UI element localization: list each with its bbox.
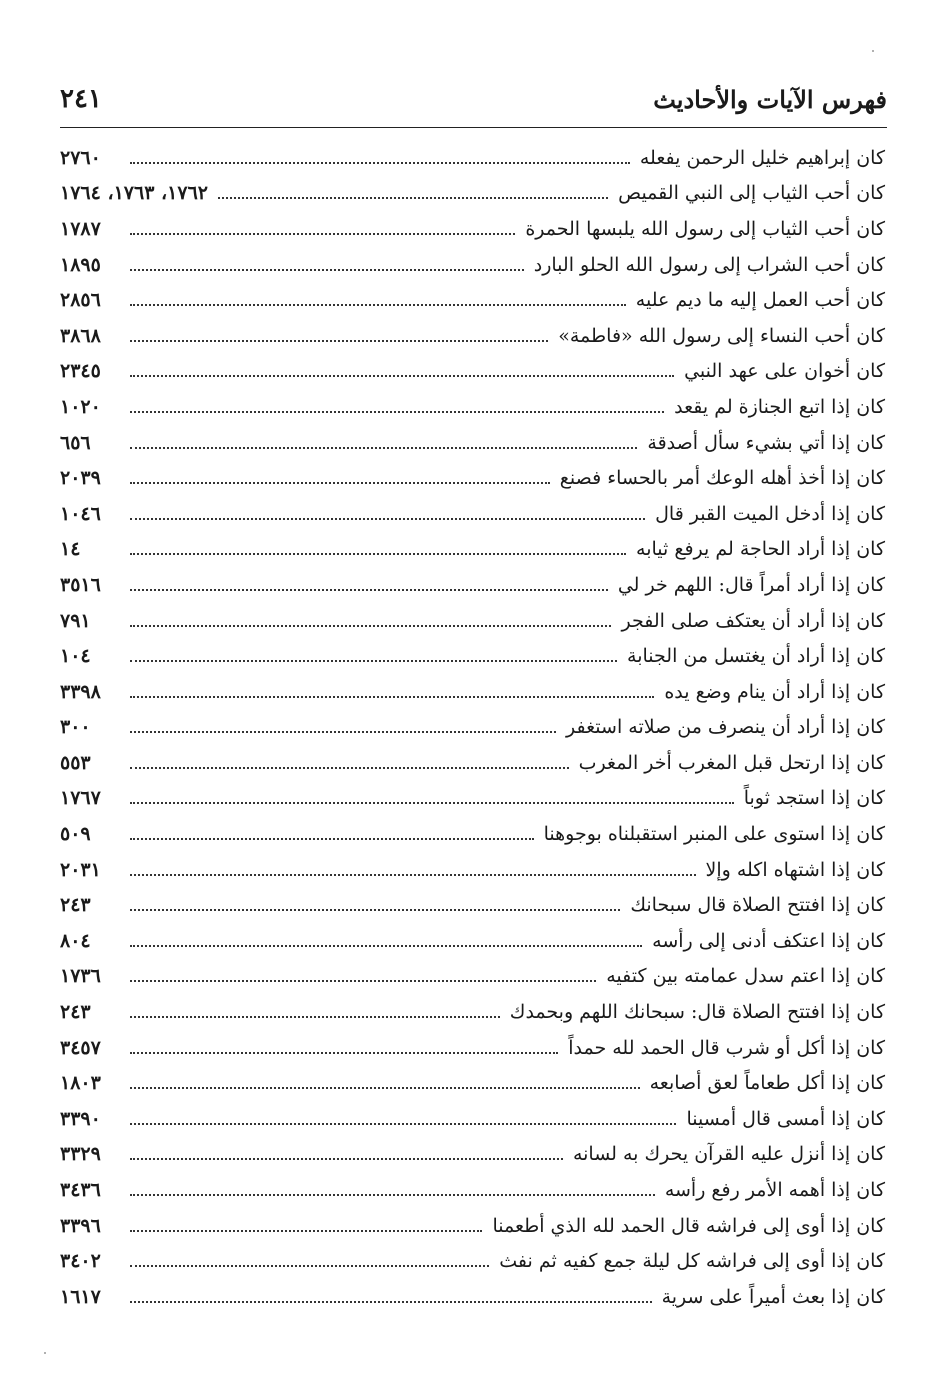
- entry-text: كان أحب العمل إليه ما ديم عليه: [635, 289, 885, 312]
- index-entry: [60, 354, 885, 390]
- entry-text: كان إذا أراد أن ينام وضع يده: [664, 680, 885, 703]
- entry-reference-number: ٢٧٦٠: [60, 146, 101, 169]
- entry-text: كان أحب الثياب إلى النبي القميص: [618, 182, 885, 205]
- entry-reference-number: ١٧٨٧: [60, 217, 101, 240]
- dot-leader: [130, 945, 642, 947]
- dot-leader: [130, 909, 620, 911]
- entry-text: كان إذا أهمه الأمر رفع رأسه: [664, 1179, 885, 1202]
- index-entry: [60, 389, 885, 425]
- index-entry: [60, 994, 885, 1030]
- entry-reference-number: ٣٣٩٨: [60, 680, 101, 703]
- index-entry: [60, 638, 885, 674]
- entry-reference-number: ٢٠٣٩: [60, 467, 101, 490]
- paper-speck: [872, 50, 874, 52]
- index-entry: [60, 247, 885, 283]
- entry-text: كان إذا أراد أن يغتسل من الجنابة: [627, 645, 885, 668]
- entry-reference-number: ١٧٣٦: [60, 965, 101, 988]
- index-entry: [60, 852, 885, 888]
- dot-leader: [130, 1158, 563, 1160]
- dot-leader: [130, 589, 608, 591]
- index-entry: [60, 816, 885, 852]
- entry-text: كان أحب النساء إلى رسول الله «فاطمة»: [558, 324, 885, 347]
- entry-reference-number: ١٠٢٠: [60, 395, 101, 418]
- page-title: فهرس الآيات والأحاديث: [653, 84, 887, 114]
- entry-text: كان إذا أكل طعاماً لعق أصابعه: [649, 1072, 885, 1095]
- index-entry: [60, 1137, 885, 1173]
- dot-leader: [130, 518, 645, 520]
- dot-leader: [130, 340, 548, 342]
- entry-text: كان إذا أنزل عليه القرآن يحرك به لسانه: [572, 1143, 885, 1166]
- paper-speck: [44, 1352, 46, 1354]
- index-entry: [60, 176, 885, 212]
- dot-leader: [130, 1301, 652, 1303]
- dot-leader: [130, 269, 524, 271]
- entry-text: كان إذا أتي بشيء سأل أصدقة: [647, 431, 885, 454]
- entry-reference-number: ٢٤٣: [60, 1001, 91, 1024]
- entry-text: كان أخوان على عهد النبي: [684, 360, 885, 383]
- entry-reference-number: ٢٨٥٦: [60, 289, 101, 312]
- entry-reference-number: ٣٣٩٠: [60, 1107, 101, 1130]
- dot-leader: [130, 375, 674, 377]
- entry-text: كان إذا أراد أن يعتكف صلى الفجر: [621, 609, 885, 632]
- dot-leader: [218, 197, 608, 199]
- dot-leader: [130, 1016, 500, 1018]
- entry-reference-number: ٣٤٣٦: [60, 1179, 101, 1202]
- entry-reference-number: ٨٠٤: [60, 929, 91, 952]
- dot-leader: [130, 162, 630, 164]
- dot-leader: [130, 1194, 655, 1196]
- dot-leader: [130, 696, 654, 698]
- entry-text: كان إذا افتتح الصلاة قال: سبحانك اللهم وبحمدك: [509, 1001, 885, 1024]
- entry-text: كان إذا افتتح الصلاة قال سبحانك: [630, 894, 885, 917]
- entry-reference-number: ١٨٩٥: [60, 253, 101, 276]
- entry-text: كان إذا أمسى قال أمسينا: [686, 1107, 885, 1130]
- entry-reference-number: ٣٣٩٦: [60, 1214, 101, 1237]
- index-entry: [60, 532, 885, 568]
- dot-leader: [130, 1265, 489, 1267]
- dot-leader: [130, 447, 637, 449]
- dot-leader: [130, 304, 626, 306]
- index-entry: [60, 710, 885, 746]
- entry-text: كان إذا اعتم سدل عمامته بين كتفيه: [606, 965, 885, 988]
- header-divider: [60, 127, 887, 128]
- entry-text: كان إذا أدخل الميت القبر قال: [655, 502, 885, 525]
- entry-text: كان إذا أراد أن ينصرف من صلاته استغفر: [566, 716, 885, 739]
- index-entry: [60, 282, 885, 318]
- index-entry: [60, 923, 885, 959]
- entry-text: كان إذا اعتكف أدنى إلى رأسه: [652, 929, 885, 952]
- entry-reference-number: ١٧٦٧: [60, 787, 101, 810]
- entry-reference-number: ٥٥٣: [60, 751, 91, 774]
- index-entry: [60, 1065, 885, 1101]
- dot-leader: [130, 553, 626, 555]
- dot-leader: [130, 767, 569, 769]
- index-entry: [60, 1243, 885, 1279]
- index-entry: [60, 1101, 885, 1137]
- index-entry: [60, 211, 885, 247]
- entry-reference-number: ١٠٤٦: [60, 502, 101, 525]
- entry-reference-number: ٣٠٠: [60, 716, 91, 739]
- entry-text: كان إذا أوى إلى فراشه كل ليلة جمع كفيه ثم نفث: [499, 1250, 885, 1273]
- entry-reference-number: ١٦١٧: [60, 1285, 101, 1308]
- entry-reference-number: ١٧٦٢، ١٧٦٣، ١٧٦٤: [60, 182, 208, 205]
- dot-leader: [130, 1123, 676, 1125]
- index-entry: [60, 425, 885, 461]
- dot-leader: [130, 838, 534, 840]
- entry-text: كان أحب الشراب إلى رسول الله الحلو البارد: [533, 253, 885, 276]
- entry-text: كان إذا أراد الحاجة لم يرفع ثيابه: [636, 538, 885, 561]
- entry-reference-number: ٢٣٤٥: [60, 360, 101, 383]
- dot-leader: [130, 874, 696, 876]
- entry-reference-number: ٧٩١: [60, 609, 91, 632]
- index-entry: [60, 1030, 885, 1066]
- entry-text: كان إذا أكل أو شرب قال الحمد لله حمداً: [568, 1036, 885, 1059]
- entry-reference-number: ٢٤٣: [60, 894, 91, 917]
- entry-text: كان إذا أخذ أهله الوعك أمر بالحساء فصنع: [559, 467, 885, 490]
- index-entry: [60, 959, 885, 995]
- entry-text: كان إذا أراد أمراً قال: اللهم خر لي: [617, 573, 885, 596]
- index-entry: [60, 318, 885, 354]
- entry-text: كان إبراهيم خليل الرحمن يفعله: [639, 146, 885, 169]
- entry-reference-number: ٣٨٦٨: [60, 324, 101, 347]
- dot-leader: [130, 660, 617, 662]
- entry-text: كان إذا بعث أميراً على سرية: [661, 1285, 885, 1308]
- entry-reference-number: ١٤: [60, 538, 81, 561]
- index-entry: [60, 674, 885, 710]
- page-header: [60, 74, 887, 124]
- entry-reference-number: ١٠٤: [60, 645, 91, 668]
- entry-text: كان أحب الثياب إلى رسول الله يلبسها الحمرة: [525, 217, 885, 240]
- dot-leader: [130, 980, 596, 982]
- entry-text: كان إذا استجد ثوباً: [743, 787, 885, 810]
- index-entry: [60, 603, 885, 639]
- dot-leader: [130, 482, 550, 484]
- index-entry: [60, 460, 885, 496]
- entry-text: كان إذا ارتحل قبل المغرب أخر المغرب: [578, 751, 885, 774]
- index-entry: [60, 745, 885, 781]
- index-entry: [60, 567, 885, 603]
- entry-text: كان إذا أوى إلى فراشه قال الحمد لله الذي أطعمنا: [492, 1214, 885, 1237]
- entry-reference-number: ٢٠٣١: [60, 858, 101, 881]
- index-entry: [60, 1208, 885, 1244]
- dot-leader: [130, 233, 515, 235]
- entry-reference-number: ٣٥١٦: [60, 573, 101, 596]
- dot-leader: [130, 1052, 558, 1054]
- index-entry: [60, 887, 885, 923]
- entry-reference-number: ٦٥٦: [60, 431, 91, 454]
- entry-text: كان إذا استوى على المنبر استقبلناه بوجوهنا: [543, 823, 885, 846]
- entry-reference-number: ٣٤٥٧: [60, 1036, 101, 1059]
- entry-text: كان إذا اشتهاه اكله وإلا: [705, 858, 885, 881]
- entry-reference-number: ٥٠٩: [60, 823, 91, 846]
- entry-text: كان إذا اتبع الجنازة لم يقعد: [674, 395, 885, 418]
- dot-leader: [130, 411, 664, 413]
- index-entry: [60, 1172, 885, 1208]
- entry-reference-number: ٣٣٢٩: [60, 1143, 101, 1166]
- dot-leader: [130, 625, 611, 627]
- dot-leader: [130, 1230, 482, 1232]
- entry-reference-number: ٣٤٠٢: [60, 1250, 101, 1273]
- dot-leader: [130, 1087, 640, 1089]
- dot-leader: [130, 731, 556, 733]
- index-entry: [60, 496, 885, 532]
- index-entry: [60, 140, 885, 176]
- index-entry: [60, 1279, 885, 1315]
- entry-reference-number: ١٨٠٣: [60, 1072, 101, 1095]
- page-number: ٢٤١: [60, 84, 102, 114]
- index-entry: [60, 781, 885, 817]
- index-entry-list: [60, 140, 885, 1315]
- dot-leader: [130, 802, 734, 804]
